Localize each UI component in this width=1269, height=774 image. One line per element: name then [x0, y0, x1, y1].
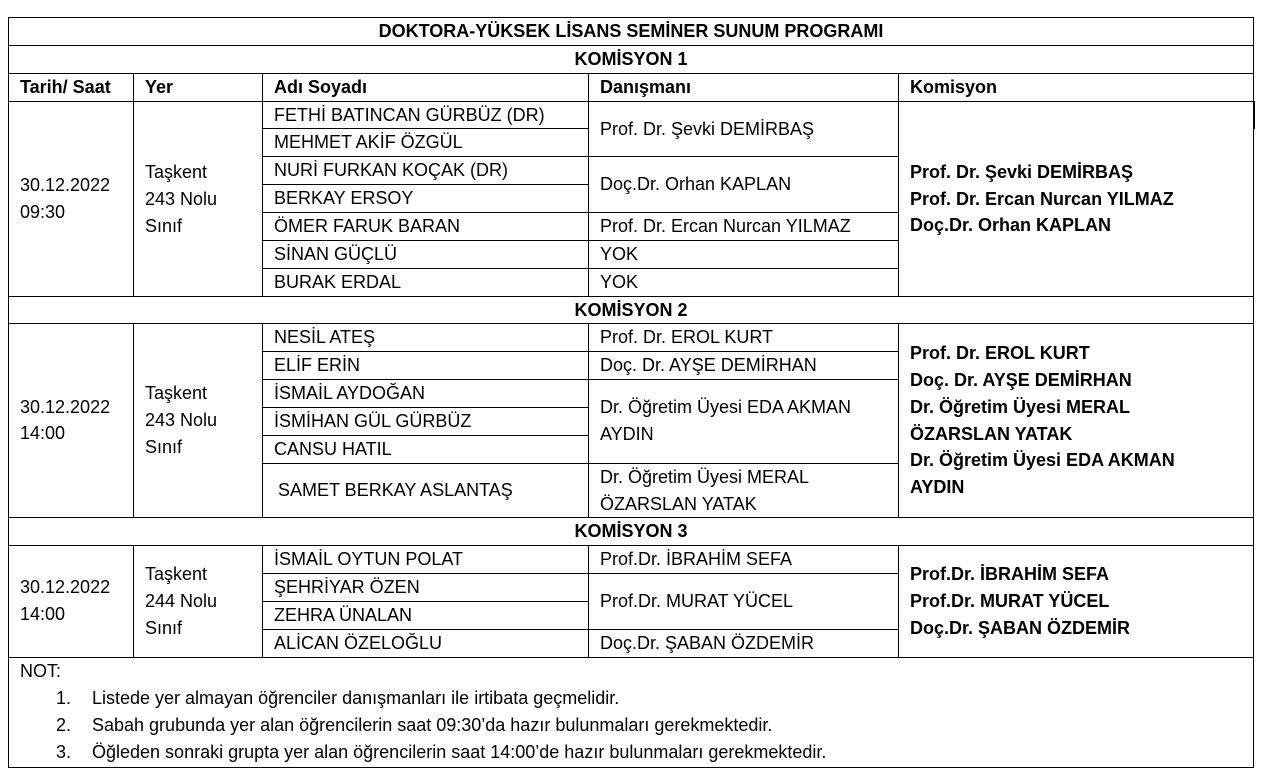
student-name: ELİF ERİN — [274, 355, 361, 375]
student-name: MEHMET AKİF ÖZGÜL — [274, 132, 463, 152]
column-header-student: Adı Soyadı — [274, 77, 368, 97]
advisor-name: Prof. Dr. EROL KURT — [600, 327, 774, 347]
col-divider — [262, 323, 263, 517]
place-line: 244 Nolu — [145, 591, 218, 611]
commission-member: Dr. Öğretim Üyesi MERAL — [910, 397, 1131, 417]
commission-member: Prof. Dr. Şevki DEMİRBAŞ — [910, 162, 1134, 182]
advisor-name: Dr. Öğretim Üyesi EDA AKMAN — [600, 397, 852, 417]
advisor-name: Prof. Dr. Şevki DEMİRBAŞ — [600, 119, 815, 139]
place-line: 243 Nolu — [145, 410, 218, 430]
time-cell: 09:30 — [20, 202, 66, 222]
commission-3-heading: KOMİSYON 3 — [574, 521, 688, 541]
col-divider — [588, 73, 589, 296]
col-divider — [898, 323, 899, 517]
student-name: NURİ FURKAN KOÇAK (DR) — [274, 160, 509, 180]
advisor-name: Doç.Dr. ŞABAN ÖZDEMİR — [600, 633, 815, 653]
commission-member: Doç.Dr. Orhan KAPLAN — [910, 215, 1112, 235]
student-name: BURAK ERDAL — [274, 272, 402, 292]
student-name: SAMET BERKAY ASLANTAŞ — [278, 480, 513, 500]
place-line: Sınıf — [145, 216, 183, 236]
row-divider — [8, 657, 1254, 658]
student-name: ALİCAN ÖZELOĞLU — [274, 633, 443, 653]
commission-member: ÖZARSLAN YATAK — [910, 424, 1073, 444]
advisor-name: Doç. Dr. AYŞE DEMİRHAN — [600, 355, 817, 375]
advisor-name: YOK — [600, 272, 639, 292]
table-border — [8, 767, 1254, 768]
commission-1-heading: KOMİSYON 1 — [574, 49, 688, 69]
column-header-commission: Komisyon — [910, 77, 998, 97]
place-line: Sınıf — [145, 437, 183, 457]
student-name: SİNAN GÜÇLÜ — [274, 244, 398, 264]
commission-member: Prof.Dr. MURAT YÜCEL — [910, 591, 1110, 611]
place-line: Taşkent — [145, 564, 208, 584]
commission-2-heading: KOMİSYON 2 — [574, 300, 688, 320]
col-divider — [588, 323, 589, 517]
time-cell: 14:00 — [20, 604, 66, 624]
place-line: Sınıf — [145, 618, 183, 638]
advisor-name: Prof.Dr. İBRAHİM SEFA — [600, 549, 793, 569]
col-divider — [898, 73, 899, 296]
student-name: FETHİ BATINCAN GÜRBÜZ (DR) — [274, 105, 545, 125]
advisor-name: YOK — [600, 244, 639, 264]
note-item-text: Sabah grubunda yer alan öğrencilerin saat 09:30’da hazır bulunmaları gerekmektedir. — [92, 715, 773, 735]
student-name: ŞEHRİYAR ÖZEN — [274, 577, 420, 597]
time-cell: 14:00 — [20, 423, 66, 443]
commission-member: Doç.Dr. ŞABAN ÖZDEMİR — [910, 618, 1131, 638]
date-cell: 30.12.2022 — [20, 577, 111, 597]
column-header-date: Tarih/ Saat — [20, 77, 111, 97]
col-divider — [588, 545, 589, 657]
student-name: BERKAY ERSOY — [274, 188, 414, 208]
table-border — [8, 17, 9, 768]
page-title: DOKTORA-YÜKSEK LİSANS SEMİNER SUNUM PROGRAMI — [378, 21, 884, 41]
note-item — [56, 712, 772, 739]
note-item-number: 1. — [56, 688, 72, 708]
row-divider — [8, 101, 1254, 102]
student-name: NESİL ATEŞ — [274, 327, 376, 347]
commission-member: AYDIN — [910, 477, 965, 497]
advisor-name: Prof.Dr. MURAT YÜCEL — [600, 591, 794, 611]
advisor-name: Doç.Dr. Orhan KAPLAN — [600, 174, 792, 194]
place-line: Taşkent — [145, 162, 208, 182]
student-name: İSMAİL OYTUN POLAT — [274, 549, 464, 569]
date-cell: 30.12.2022 — [20, 175, 111, 195]
col-divider — [133, 545, 134, 657]
column-header-place: Yer — [145, 77, 174, 97]
note-label: NOT: — [20, 661, 62, 681]
date-cell: 30.12.2022 — [20, 397, 111, 417]
note-item-number: 3. — [56, 742, 72, 762]
student-name: ÖMER FARUK BARAN — [274, 216, 461, 236]
table-border — [1254, 101, 1255, 129]
note-item-text: Listede yer almayan öğrenciler danışmanları ile irtibata geçmelidir. — [92, 688, 620, 708]
place-line: Taşkent — [145, 383, 208, 403]
note-item-text: Öğleden sonraki grupta yer alan öğrencilerin saat 14:00’de hazır bulunmaları gerekmektedir. — [92, 742, 827, 762]
note-item — [56, 739, 826, 766]
advisor-name: Prof. Dr. Ercan Nurcan YILMAZ — [600, 216, 851, 236]
commission-member: Doç. Dr. AYŞE DEMİRHAN — [910, 370, 1132, 390]
advisor-name: ÖZARSLAN YATAK — [600, 494, 757, 514]
advisor-name: Dr. Öğretim Üyesi MERAL — [600, 467, 810, 487]
commission-member: Dr. Öğretim Üyesi EDA AKMAN — [910, 450, 1175, 470]
note-item-number: 2. — [56, 715, 72, 735]
commission-member: Prof. Dr. EROL KURT — [910, 343, 1090, 363]
student-name: CANSU HATIL — [274, 439, 392, 459]
col-divider — [133, 323, 134, 517]
student-name: İSMAİL AYDOĞAN — [274, 383, 426, 403]
table-border — [1253, 17, 1254, 768]
commission-member: Prof. Dr. Ercan Nurcan YILMAZ — [910, 189, 1174, 209]
col-divider — [898, 545, 899, 657]
place-line: 243 Nolu — [145, 189, 218, 209]
column-header-advisor: Danışmanı — [600, 77, 692, 97]
advisor-name: AYDIN — [600, 424, 654, 444]
col-divider — [133, 73, 134, 296]
student-name: İSMİHAN GÜL GÜRBÜZ — [274, 411, 472, 431]
note-item — [56, 685, 619, 712]
student-name: ZEHRA ÜNALAN — [274, 605, 413, 625]
commission-member: Prof.Dr. İBRAHİM SEFA — [910, 564, 1110, 584]
